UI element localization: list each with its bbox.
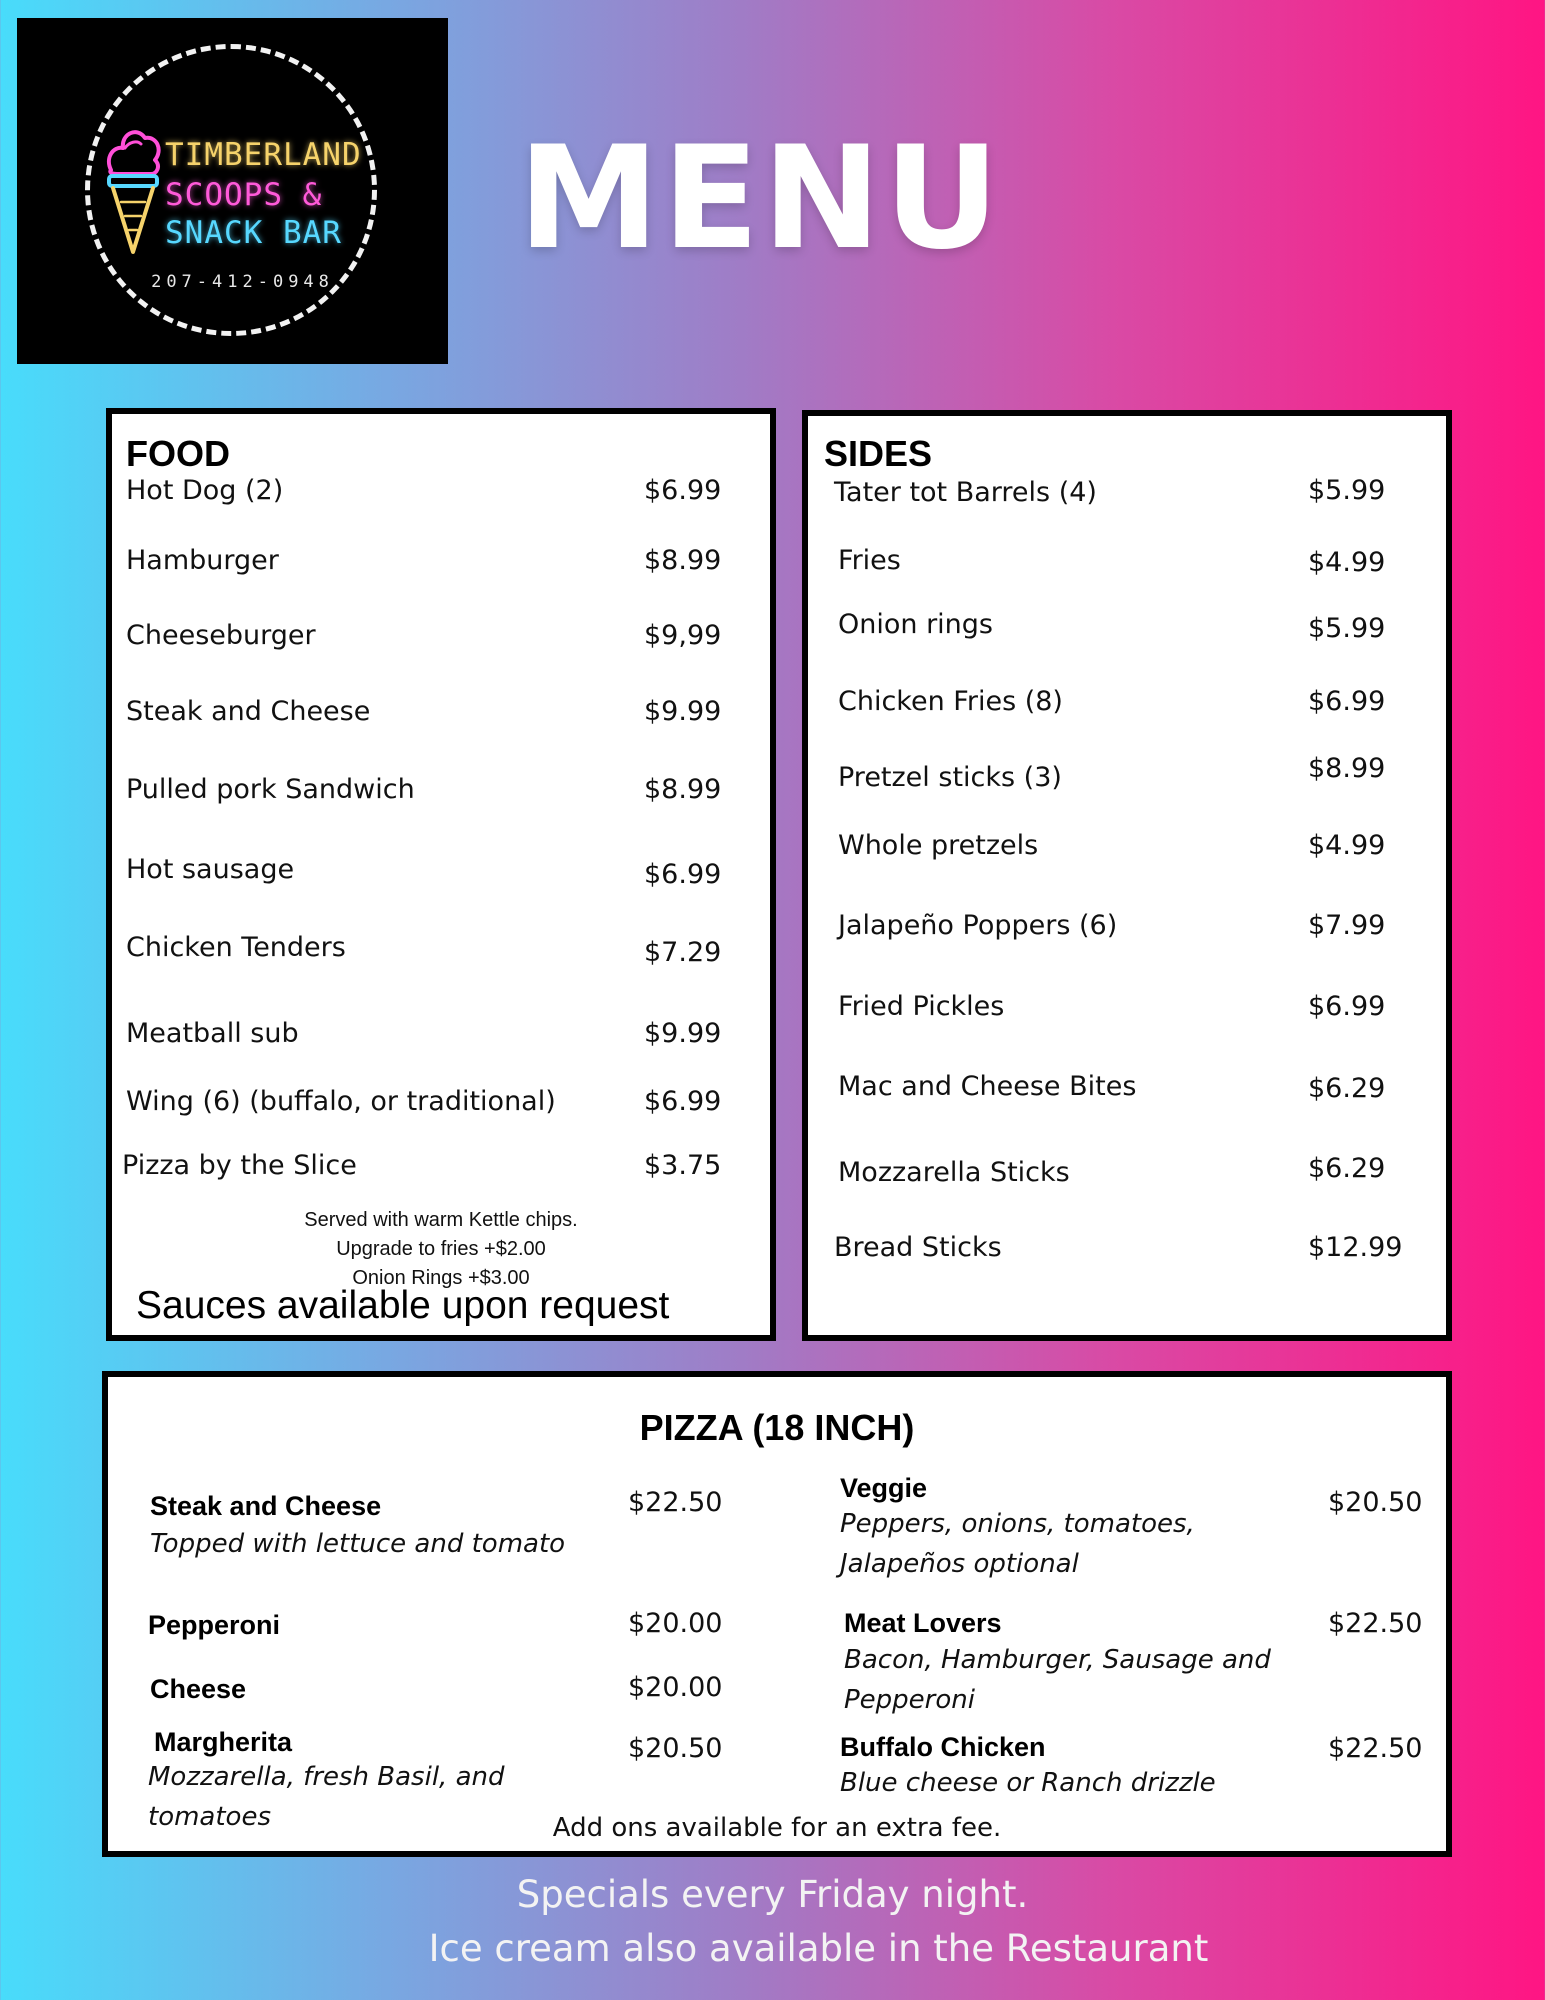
food-note: Upgrade to fries +$2.00 bbox=[336, 1238, 546, 1260]
food-item-name: Pizza by the Slice bbox=[122, 1150, 357, 1181]
pizza-price: $20.00 bbox=[628, 1608, 723, 1639]
pizza-name: Veggie bbox=[840, 1473, 928, 1503]
pizza-name: Meat Lovers bbox=[844, 1608, 1002, 1638]
side-item-price: $7.99 bbox=[1308, 910, 1386, 941]
side-item-name: Mozzarella Sticks bbox=[838, 1157, 1070, 1188]
food-note: Onion Rings +$3.00 bbox=[352, 1267, 530, 1289]
side-item-price: $5.99 bbox=[1308, 475, 1386, 506]
side-item-name: Chicken Fries (8) bbox=[838, 686, 1063, 717]
food-item bbox=[112, 692, 770, 732]
side-item bbox=[808, 1067, 1446, 1107]
food-item-name: Hot sausage bbox=[126, 854, 295, 885]
food-item-name: Wing (6) (buffalo, or traditional) bbox=[126, 1086, 556, 1117]
pizza-price: $22.50 bbox=[1328, 1733, 1423, 1764]
pizza-description: Jalapeños optional bbox=[840, 1549, 1079, 1579]
food-item-price: $7.29 bbox=[644, 937, 722, 968]
food-item bbox=[112, 1146, 770, 1186]
pizza-price: $22.50 bbox=[1328, 1608, 1423, 1639]
food-item bbox=[112, 541, 770, 581]
side-item-name: Pretzel sticks (3) bbox=[838, 762, 1062, 793]
side-item bbox=[808, 1228, 1446, 1268]
pizza-addons-note: Add ons available for an extra fee. bbox=[552, 1813, 1002, 1843]
pizza-description: Peppers, onions, tomatoes, bbox=[840, 1509, 1195, 1539]
food-item-name: Meatball sub bbox=[126, 1018, 299, 1049]
side-item-name: Whole pretzels bbox=[838, 830, 1039, 861]
food-item-price: $9.99 bbox=[644, 696, 722, 727]
food-item-price: $6.99 bbox=[644, 475, 722, 506]
side-item bbox=[808, 682, 1446, 722]
food-item bbox=[112, 616, 770, 656]
pizza-description: Topped with lettuce and tomato bbox=[150, 1529, 566, 1559]
side-item bbox=[808, 541, 1446, 581]
side-item-name: Fried Pickles bbox=[838, 991, 1005, 1022]
sauces-note: Sauces available upon request bbox=[136, 1284, 670, 1327]
side-item bbox=[808, 753, 1446, 798]
side-item bbox=[808, 987, 1446, 1027]
logo-line-3: SNACK BAR bbox=[165, 215, 342, 251]
page-title: MENU bbox=[518, 116, 1003, 281]
side-item-name: Onion rings bbox=[838, 609, 993, 640]
side-item bbox=[808, 605, 1446, 645]
food-item bbox=[112, 1082, 770, 1122]
food-item-price: $8.99 bbox=[644, 545, 722, 576]
footer-ice-cream: Ice cream also available in the Restaurant bbox=[428, 1927, 1209, 1970]
side-item-price: $6.29 bbox=[1308, 1073, 1386, 1104]
food-item bbox=[112, 928, 770, 968]
side-item-price: $6.99 bbox=[1308, 991, 1386, 1022]
side-item-price: $4.99 bbox=[1308, 830, 1386, 861]
pizza-name: Margherita bbox=[154, 1727, 293, 1757]
logo-phone: 207-412-0948 bbox=[151, 272, 334, 292]
side-item-price: $5.99 bbox=[1308, 613, 1386, 644]
pizza-section bbox=[102, 1371, 1452, 1857]
food-item-price: $3.75 bbox=[644, 1150, 722, 1181]
food-item bbox=[112, 1014, 770, 1054]
food-item-price: $9.99 bbox=[644, 1018, 722, 1049]
food-item-name: Hamburger bbox=[126, 545, 279, 576]
food-item-name: Hot Dog (2) bbox=[126, 475, 284, 506]
side-item bbox=[808, 1153, 1446, 1193]
pizza-description: Mozzarella, fresh Basil, and bbox=[148, 1762, 505, 1792]
food-item-price: $6.99 bbox=[644, 859, 722, 890]
food-item bbox=[112, 850, 770, 890]
food-item-name: Steak and Cheese bbox=[126, 696, 371, 727]
side-item-name: Tater tot Barrels (4) bbox=[834, 477, 1097, 508]
food-item-price: $6.99 bbox=[644, 1086, 722, 1117]
side-item-name: Jalapeño Poppers (6) bbox=[838, 910, 1118, 941]
food-note: Served with warm Kettle chips. bbox=[304, 1209, 578, 1231]
footer-specials: Specials every Friday night. bbox=[516, 1873, 1029, 1916]
pizza-description: Pepperoni bbox=[844, 1685, 975, 1715]
pizza-name: Steak and Cheese bbox=[150, 1491, 382, 1521]
side-item bbox=[808, 906, 1446, 946]
food-item-name: Chicken Tenders bbox=[126, 932, 346, 963]
side-item-price: $12.99 bbox=[1308, 1232, 1403, 1263]
pizza-name: Cheese bbox=[150, 1674, 247, 1704]
pizza-price: $20.00 bbox=[628, 1672, 723, 1703]
side-item-price: $4.99 bbox=[1308, 547, 1386, 578]
food-item bbox=[112, 471, 770, 511]
side-item-name: Fries bbox=[838, 545, 901, 576]
food-item-price: $8.99 bbox=[644, 774, 722, 805]
food-item-price: $9,99 bbox=[644, 620, 722, 651]
logo-line-2: SCOOPS & bbox=[165, 177, 323, 213]
food-item bbox=[112, 770, 770, 810]
pizza-price: $20.50 bbox=[1328, 1487, 1423, 1518]
food-item-name: Cheeseburger bbox=[126, 620, 316, 651]
logo-line-1: TIMBERLAND bbox=[165, 137, 362, 173]
side-item-name: Bread Sticks bbox=[834, 1232, 1002, 1263]
logo bbox=[17, 18, 448, 364]
side-item-name: Mac and Cheese Bites bbox=[838, 1071, 1137, 1102]
pizza-price: $20.50 bbox=[628, 1733, 723, 1764]
sides-section bbox=[802, 410, 1452, 1341]
pizza-description: tomatoes bbox=[148, 1802, 272, 1832]
side-item-price: $8.99 bbox=[1308, 753, 1386, 784]
side-item bbox=[808, 473, 1446, 513]
ice-cream-cone-icon bbox=[103, 118, 165, 258]
food-item-name: Pulled pork Sandwich bbox=[126, 774, 415, 805]
pizza-name: Pepperoni bbox=[148, 1610, 281, 1640]
pizza-name: Buffalo Chicken bbox=[840, 1732, 1046, 1762]
pizza-heading: PIZZA (18 INCH) bbox=[639, 1407, 915, 1448]
food-heading: FOOD bbox=[126, 433, 230, 474]
sides-heading: SIDES bbox=[824, 433, 933, 474]
food-section bbox=[106, 408, 776, 1341]
side-item-price: $6.29 bbox=[1308, 1153, 1386, 1184]
pizza-description: Bacon, Hamburger, Sausage and bbox=[844, 1645, 1271, 1675]
pizza-price: $22.50 bbox=[628, 1487, 723, 1518]
side-item-price: $6.99 bbox=[1308, 686, 1386, 717]
side-item bbox=[808, 826, 1446, 866]
pizza-description: Blue cheese or Ranch drizzle bbox=[840, 1768, 1216, 1798]
